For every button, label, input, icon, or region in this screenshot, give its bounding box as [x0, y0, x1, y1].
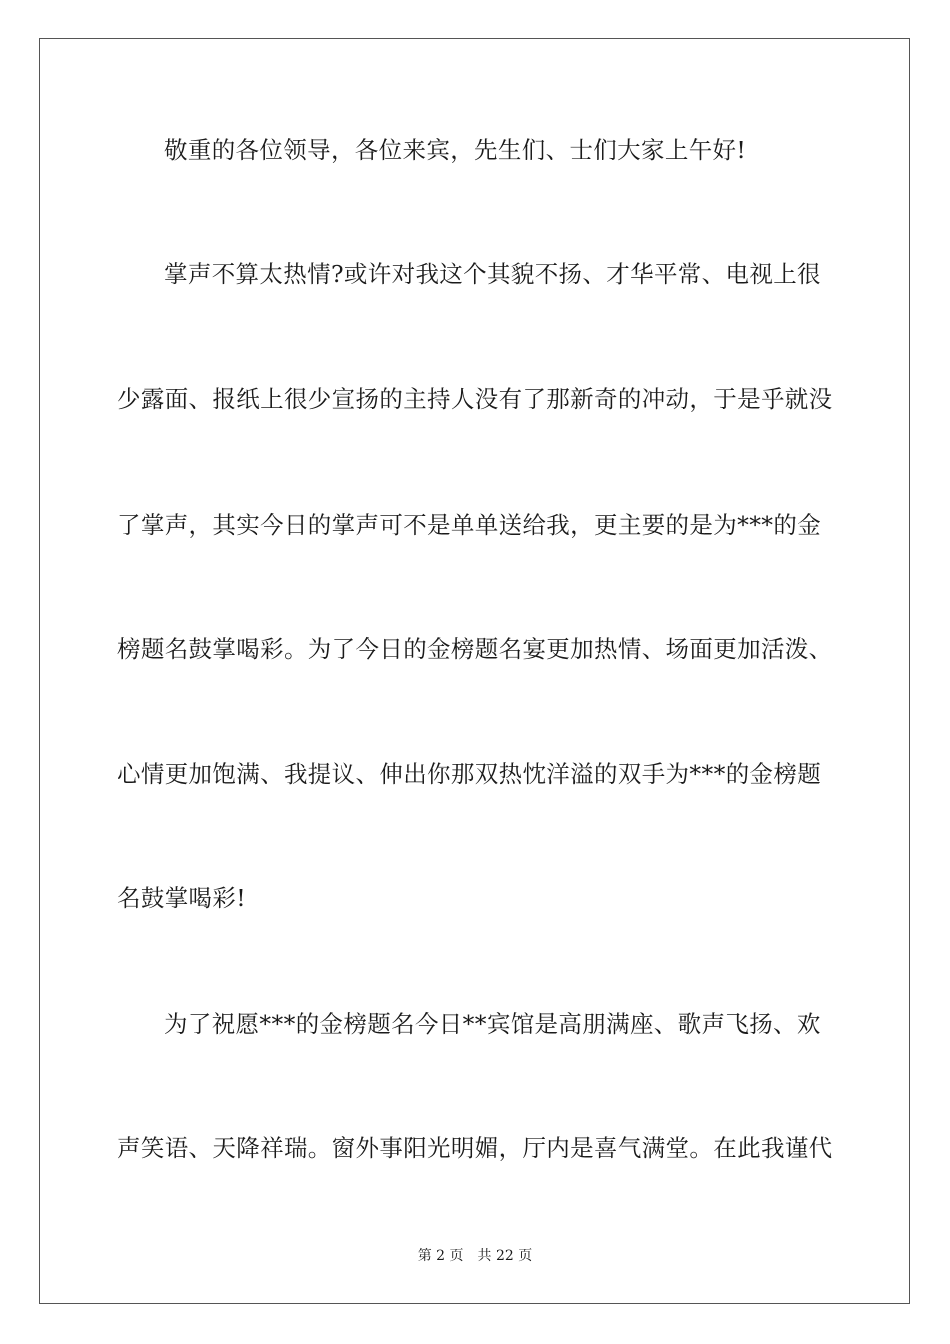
page-footer	[0, 1246, 950, 1266]
paragraph-line-4: 了掌声，其实今日的掌声可不是单单送给我，更主要的是为***的金	[117, 511, 822, 539]
paragraph-line-8: 为了祝愿***的金榜题名今日**宾馆是高朋满座、歌声飞扬、欢	[164, 1010, 821, 1038]
page-number: 第 2 页	[417, 1248, 464, 1264]
paragraph-line-1: 敬重的各位领导，各位来宾，先生们、士们大家上午好!	[164, 136, 747, 164]
paragraph-line-2: 掌声不算太热情?或许对我这个其貌不扬、才华平常、电视上很	[164, 260, 821, 288]
page-total: 共 22 页	[477, 1248, 533, 1264]
paragraph-line-3: 少露面、报纸上很少宣扬的主持人没有了那新奇的冲动，于是乎就没	[117, 385, 833, 413]
paragraph-line-6: 心情更加饱满、我提议、伸出你那双热忱洋溢的双手为***的金榜题	[117, 760, 822, 788]
page-border	[39, 38, 910, 1304]
paragraph-line-5: 榜题名鼓掌喝彩。为了今日的金榜题名宴更加热情、场面更加活泼、	[117, 635, 833, 663]
paragraph-line-9: 声笑语、天降祥瑞。窗外事阳光明媚，厅内是喜气满堂。在此我谨代	[117, 1134, 833, 1162]
paragraph-line-7: 名鼓掌喝彩!	[117, 884, 247, 912]
